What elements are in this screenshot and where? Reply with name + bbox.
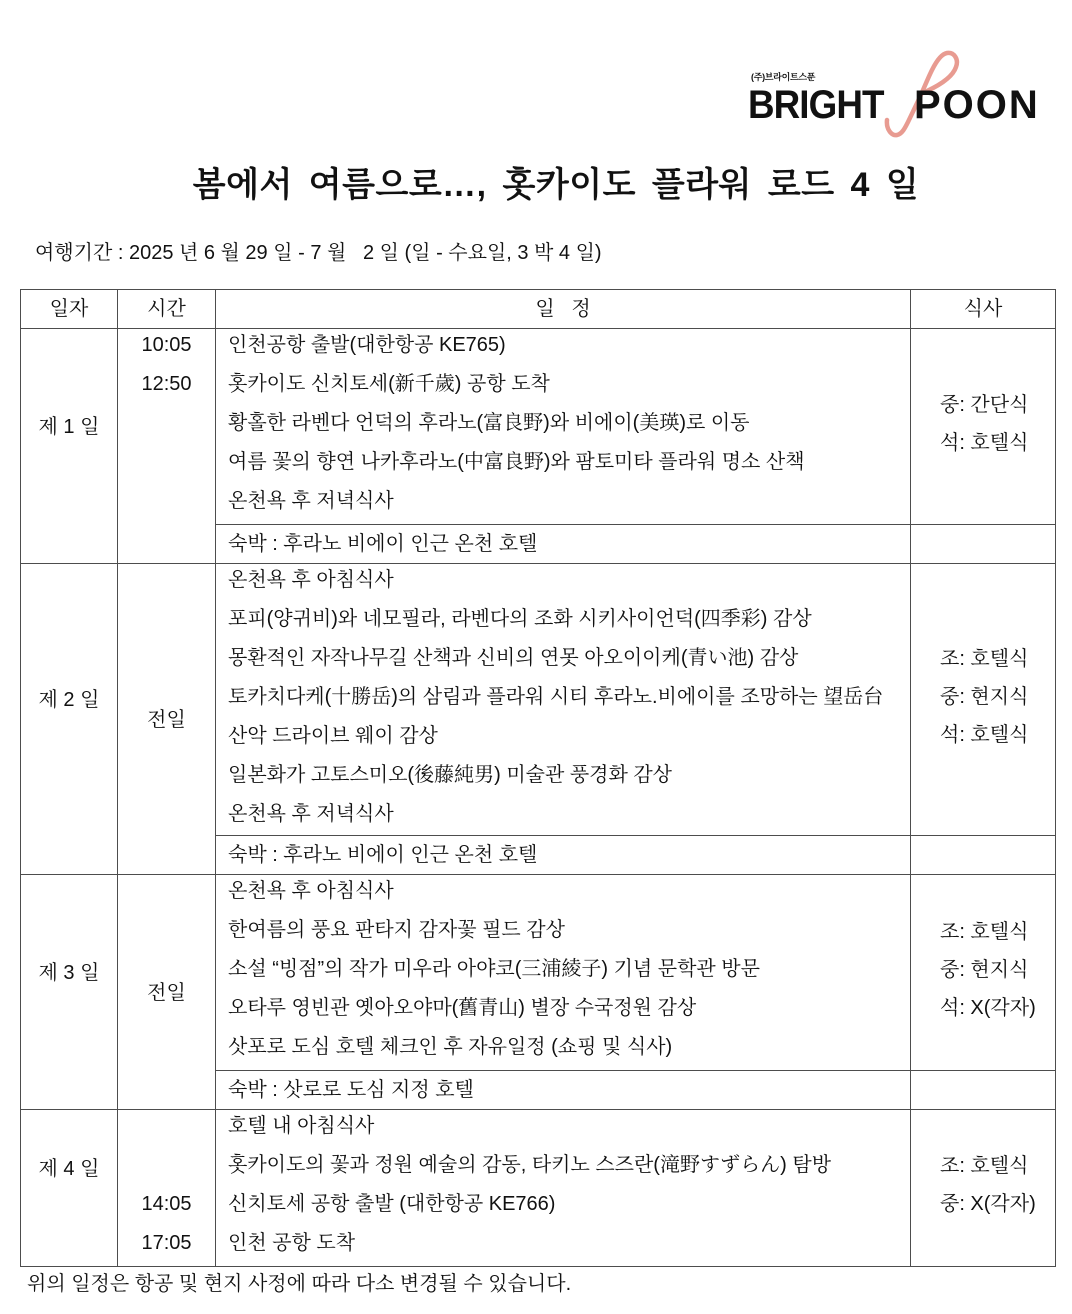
meal-cell-empty (911, 525, 1055, 563)
activity-item: 호텔 내 아침식사 (228, 1115, 375, 1137)
time-cell (118, 329, 215, 563)
meal-item: 조: 호텔식 (940, 647, 1029, 670)
activity-item: 온천욕 후 저녁식사 (228, 490, 394, 512)
activity-list (216, 1110, 910, 1266)
day-label: 제 1 일 (21, 329, 117, 563)
schedule-table (20, 289, 1056, 1267)
time-cell (118, 1110, 215, 1266)
meal-list (911, 875, 1055, 1070)
company-name-korean: (주)브라이트스푼 (751, 72, 816, 82)
day-label: 제 4 일 (21, 1110, 117, 1266)
time-entry: 17:05 (141, 1232, 192, 1254)
brand-text-bright: BRIGHT (748, 83, 884, 127)
time-entry: 12:50 (141, 373, 192, 395)
activity-item: 온천욕 후 아침식사 (228, 880, 394, 902)
activity-item: 온천욕 후 저녁식사 (228, 803, 394, 825)
travel-period: 여행기간 : 2025 년 6 월 29 일 - 7 월 2 일 (일 - 수요일, 3 박 4 일) (35, 242, 602, 264)
time-entry: 10:05 (141, 334, 192, 356)
activity-item: 토카치다케(十勝岳)의 삼림과 플라워 시티 후라노.비에이를 조망하는 望岳台 (228, 686, 884, 708)
footnote: 위의 일정은 항공 및 현지 사정에 따라 다소 변경될 수 있습니다. (27, 1273, 572, 1295)
activity-item: 인천공항 출발(대한항공 KE765) (228, 334, 506, 356)
activity-list (216, 875, 910, 1070)
meal-item: 중: 현지식 (940, 685, 1029, 708)
lodging-cell: 숙박 : 후라노 비에이 인근 온천 호텔 (216, 525, 910, 563)
activity-item: 여름 꽃의 향연 나카후라노(中富良野)와 팜토미타 플라워 명소 산책 (228, 451, 805, 473)
day-label: 제 3 일 (21, 875, 117, 1109)
activity-item: 삿포로 도심 호텔 체크인 후 자유일정 (쇼핑 및 식사) (228, 1036, 673, 1058)
company-logo (748, 50, 1048, 140)
lodging-cell: 숙박 : 삿로로 도심 지정 호텔 (216, 1071, 910, 1109)
header-date: 일자 (21, 290, 117, 328)
activity-item: 신치토세 공항 출발 (대한항공 KE766) (228, 1193, 556, 1215)
activity-item: 산악 드라이브 웨이 감상 (228, 725, 438, 747)
header-schedule: 일 정 (216, 290, 910, 328)
time-cell: 전일 (118, 564, 215, 874)
lodging-cell: 숙박 : 후라노 비에이 인근 온천 호텔 (216, 836, 910, 874)
activity-item: 홋카이도 신치토세(新千歲) 공항 도착 (228, 373, 550, 395)
meal-item: 석: X(각자) (940, 996, 1036, 1019)
meal-list (911, 564, 1055, 835)
meal-cell-empty (911, 1071, 1055, 1109)
time-entry: 14:05 (141, 1193, 192, 1215)
meal-item: 중: X(각자) (940, 1193, 1036, 1215)
brand-text-poon: POON (914, 83, 1040, 127)
activity-item: 온천욕 후 아침식사 (228, 569, 394, 591)
time-cell: 전일 (118, 875, 215, 1109)
document-title: 봄에서 여름으로…, 홋카이도 플라워 로드 4 일 (192, 166, 920, 204)
activity-item: 오타루 영빈관 옛아오야마(舊青山) 별장 수국정원 감상 (228, 997, 697, 1019)
meal-item: 조: 호텔식 (940, 920, 1029, 943)
meal-item: 조: 호텔식 (940, 1155, 1029, 1177)
activity-item: 인천 공항 도착 (228, 1232, 356, 1254)
activity-list (216, 564, 910, 835)
meal-cell-empty (911, 836, 1055, 874)
activity-item: 일본화가 고토스미오(後藤純男) 미술관 풍경화 감상 (228, 764, 672, 786)
meal-item: 중: 간단식 (940, 393, 1029, 416)
header-time: 시간 (118, 290, 215, 328)
activity-list (216, 329, 910, 524)
activity-item: 홋카이도의 꽃과 정원 예술의 감동, 타키노 스즈란(滝野すずらん) 탐방 (228, 1154, 832, 1176)
meal-list (911, 1110, 1055, 1266)
activity-item: 소설 “빙점”의 작가 미우라 아야코(三浦綾子) 기념 문학관 방문 (228, 958, 760, 980)
activity-item: 한여름의 풍요 판타지 감자꽃 필드 감상 (228, 919, 565, 941)
meal-item: 석: 호텔식 (940, 431, 1029, 454)
activity-item: 황홀한 라벤다 언덕의 후라노(富良野)와 비에이(美瑛)로 이동 (228, 412, 750, 434)
meal-item: 중: 현지식 (940, 958, 1029, 981)
meal-list (911, 329, 1055, 524)
meal-item: 석: 호텔식 (940, 723, 1029, 746)
day-label: 제 2 일 (21, 564, 117, 874)
activity-item: 몽환적인 자작나무길 산책과 신비의 연못 아오이이케(青い池) 감상 (228, 647, 799, 669)
header-meal: 식사 (911, 290, 1055, 328)
activity-item: 포피(양귀비)와 네모필라, 라벤다의 조화 시키사이언덕(四季彩) 감상 (228, 608, 812, 630)
